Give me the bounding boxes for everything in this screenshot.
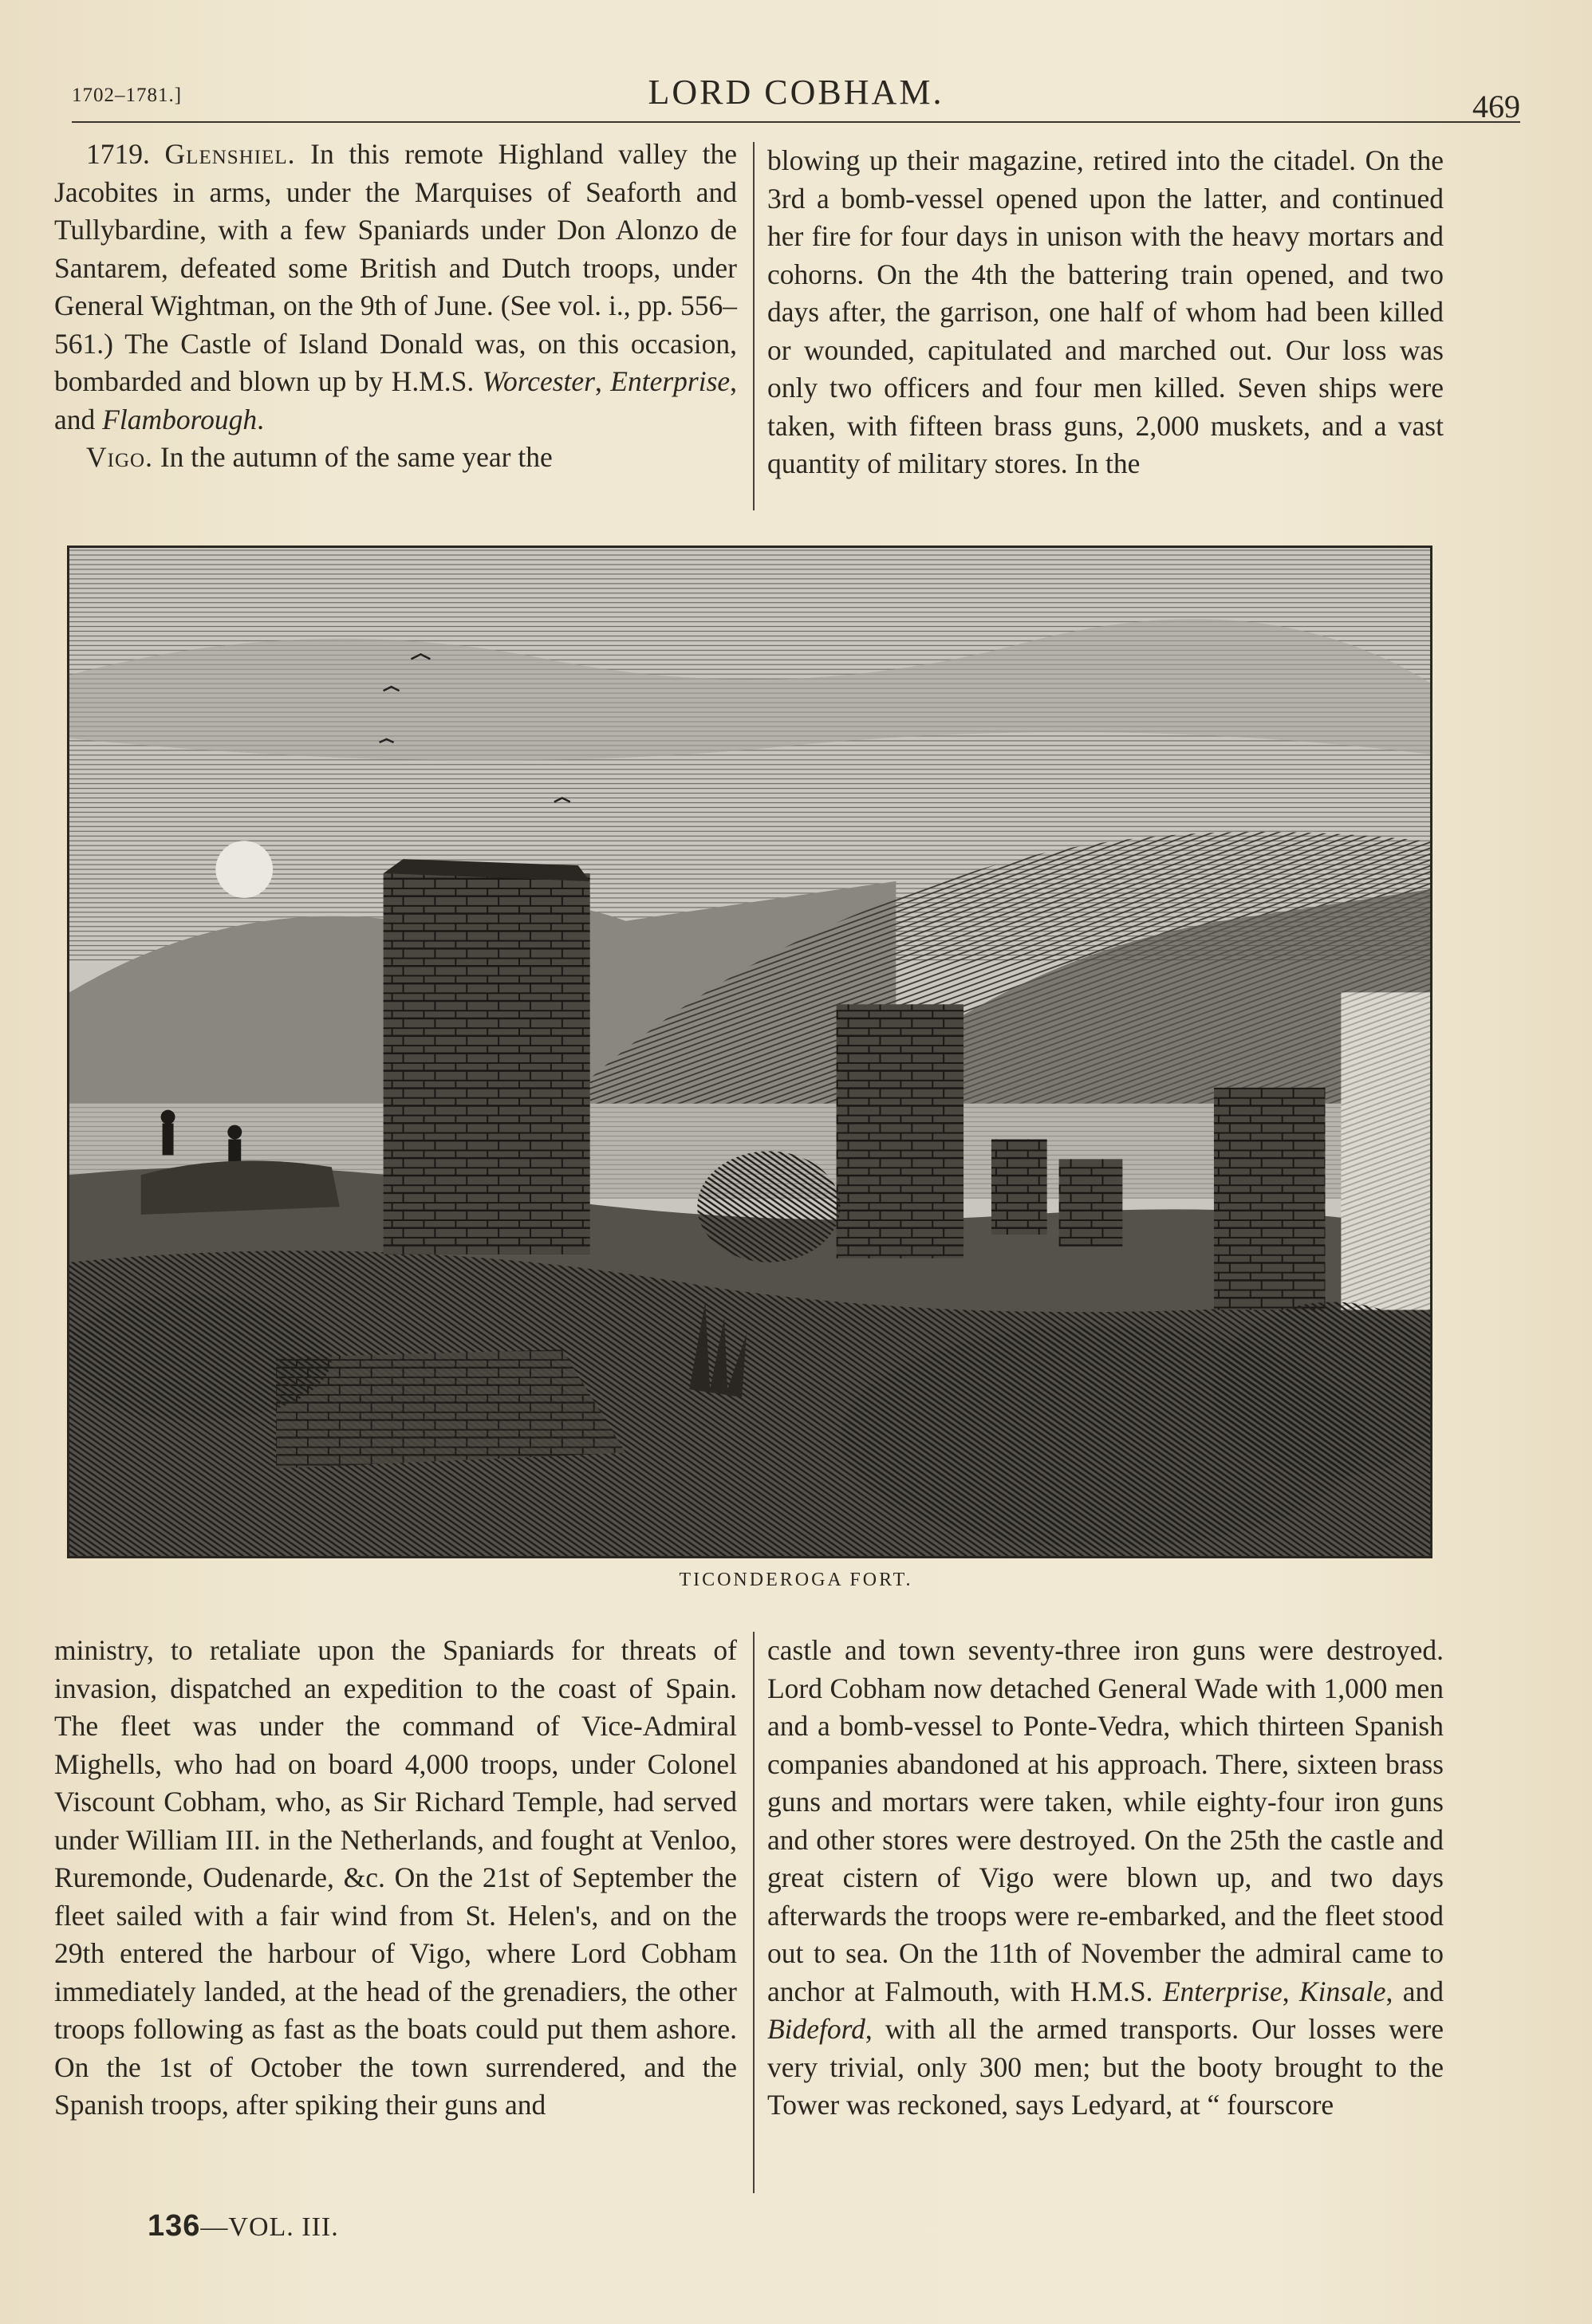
running-head-date-range: 1702–1781.] [72, 85, 183, 106]
paragraph-vigo [54, 439, 737, 477]
engraving-illustration [69, 548, 1430, 1556]
text-separator: , [1282, 1975, 1299, 2007]
paragraph-text: , with all the armed transports. Our losses were very trivial, only 300 men; but the booty brought to the Tower was reckoned, says Ledyard, at “ fourscore [767, 2013, 1444, 2121]
paragraph-continued: ministry, to retaliate upon the Spaniards for threats of invasion, dispatched an expedition to the coast of Spain. The fleet was under the command of Vice-Admiral Mighells, who had on board 4,000 troops, under Colonel Viscount Cobham, who, as Sir Richard Temple, had served under William III. in the Netherlands, and fought at Venloo, Ruremonde, Oudenarde, &c. On the 21st of September the fleet sailed with a fair wind from St. Helen's, and on the 29th entered the harbour of Vigo, where Lord Cobham immediately landed, at the head of the grenadiers, the other troops following as fast as the boats could put them ashore. On the 1st of October the town surrendered, and the Spanish troops, after spiking their guns and [54, 1634, 737, 2121]
text-separator: , [594, 365, 611, 397]
column-top-left [54, 136, 737, 518]
paragraph-text: In this remote Highland valley the Jacobites in arms, under the Marquises of Seaforth and Tullybardine, with a few Spaniards under Don Alonzo de Santarem, defeated some British and Dutch troops, under General Wightman, on the 9th of June. (See vol. i., pp. 556–561.) The Castle of Island Donald was, on this occasion, bombarded and blown up by H.M.S. [54, 138, 738, 397]
signature-volume: —VOL. III. [200, 2212, 339, 2242]
ship-name: Worcester [482, 365, 595, 397]
printer-signature [148, 2209, 339, 2243]
ship-name: Enterprise [1162, 1975, 1283, 2007]
engraving-ticonderoga-fort [67, 546, 1432, 1558]
running-head [72, 72, 1520, 128]
column-bottom-left [54, 1632, 737, 2206]
column-top-right [767, 142, 1444, 525]
page-number: 469 [1472, 89, 1520, 124]
column-divider-top [753, 142, 755, 510]
ship-name: Bideford [767, 2013, 865, 2045]
ship-name: Kinsale [1298, 1975, 1386, 2007]
header-rule [72, 121, 1520, 123]
paragraph-continued: blowing up their magazine, retired into the citadel. On the 3rd a bomb-vessel opened upon the latter, and continued her fire for four days in unison with the heavy mortars and cohorns. On the 4th the battering train opened, and two days after, the garrison, one half of whom had been killed or wounded, capitulated and marched out. Our loss was only two officers and four men killed. Seven ships were taken, with fifteen brass guns, 2,000 muskets, and a vast quantity of military stores. In the [767, 144, 1444, 479]
signature-number: 136 [148, 2209, 201, 2243]
paragraph-text: In the autumn of the same year the [152, 441, 553, 473]
text-separator: , and [1385, 1975, 1444, 2007]
paragraph-text: castle and town seventy-three iron guns were destroyed. Lord Cobham now detached General Wade with 1,000 men and a bomb-vessel to Ponte-Vedra, which thirteen Spanish companies abandoned at his approach. There, sixteen brass guns and mortars were taken, while eighty-four iron guns and other stores were destroyed. On the 25th the castle and great cistern of Vigo were blown up, and two days afterwards the troops were re-embarked, and the fleet stood out to sea. On the 11th of November the admiral came to anchor at Falmouth, with H.M.S. [767, 1634, 1444, 2007]
text-separator: , and [54, 365, 738, 435]
paragraph-continued [767, 1632, 1444, 2125]
paragraph-lead-glenshiel: Glenshiel. [164, 138, 296, 170]
ship-name: Enterprise [610, 365, 731, 397]
running-head-title: LORD COBHAM. [648, 73, 944, 112]
figure-caption: TICONDEROGA FORT. [679, 1570, 913, 1590]
ship-name: Flamborough [102, 403, 258, 435]
column-bottom-right [767, 1632, 1444, 2206]
text-separator: . [257, 403, 264, 435]
paragraph-glenshiel [54, 136, 737, 439]
paragraph-lead-vigo: Vigo. [86, 441, 153, 473]
column-divider-bottom [753, 1632, 755, 2193]
paragraph-year: 1719. [86, 138, 150, 170]
